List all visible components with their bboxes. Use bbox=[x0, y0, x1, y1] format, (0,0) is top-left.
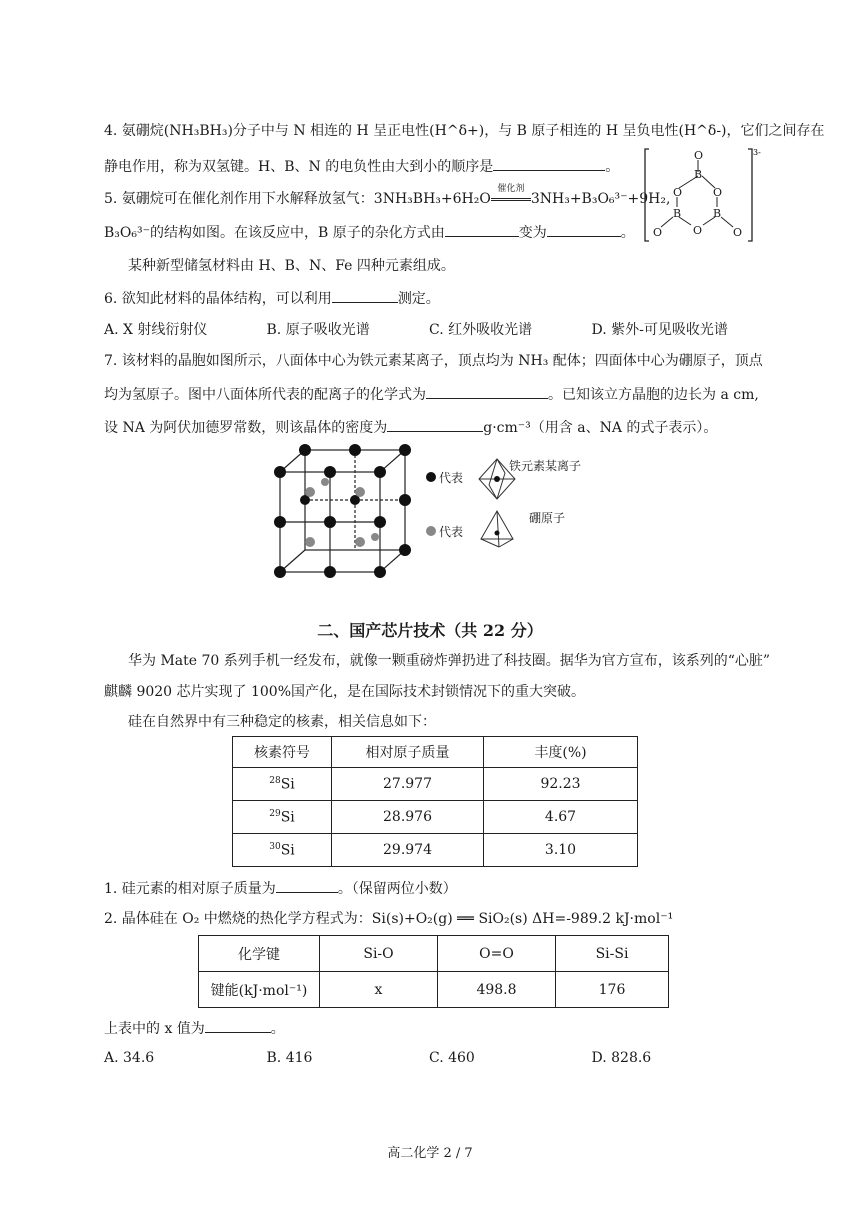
legend-gray-dot-icon bbox=[425, 525, 437, 537]
p1-end: 。（保留两位小数） bbox=[337, 881, 457, 897]
isotope-cell: $^{28}$Si bbox=[233, 768, 332, 801]
p2q-option-c[interactable]: C. 460 bbox=[429, 1050, 475, 1066]
mass-cell: 28.976 bbox=[332, 801, 484, 834]
intro2-line3: 硅在自然界中有三种稳定的核素，相关信息如下： bbox=[128, 714, 436, 730]
bond-energy-table bbox=[198, 935, 669, 1008]
q7-line1: 7. 该材料的晶胞如图所示，八面体中心为铁元素某离子，顶点均为 NH₃ 配体；四面体中心为硼原子，顶点 bbox=[104, 353, 763, 369]
q6-option-b[interactable]: B. 原子吸收光谱 bbox=[266, 322, 370, 338]
legend-black-dot-icon bbox=[425, 471, 437, 483]
q7-line3 bbox=[104, 417, 717, 438]
q6-stem-text: 6. 欲知此材料的晶体结构，可以利用 bbox=[104, 291, 332, 307]
atom-b-left: B bbox=[673, 207, 682, 220]
intro2-line2: 麒麟 9020 芯片实现了 100%国产化，是在国际技术封锁情况下的重大突破。 bbox=[104, 684, 586, 700]
q7-answer-blank-2[interactable] bbox=[387, 417, 483, 432]
atom-o-bottom-left: O bbox=[653, 226, 663, 239]
atom-o-left: O bbox=[673, 186, 683, 199]
q5-reaction-arrow bbox=[491, 184, 531, 209]
q6-stem-end: 测定。 bbox=[397, 291, 440, 307]
mass-cell: 29.974 bbox=[332, 834, 484, 867]
legend-iron-label: 铁元素某离子 bbox=[509, 459, 582, 473]
q7-line2-end: 。已知该立方晶胞的边长为 a cm, bbox=[548, 387, 759, 403]
bond-label-cell: 键能(kJ·mol⁻¹) bbox=[199, 972, 320, 1008]
table-header-row bbox=[233, 737, 638, 768]
material-intro: 某种新型储氢材料由 H、B、N、Fe 四种元素组成。 bbox=[128, 258, 455, 274]
table-row bbox=[233, 768, 638, 801]
legend-text-2: 代表 bbox=[439, 525, 464, 539]
mass-cell: 27.977 bbox=[332, 768, 484, 801]
crystal-cell-diagram bbox=[270, 442, 415, 584]
header-cell: 化学键 bbox=[199, 936, 320, 972]
q5-line2-end: 。 bbox=[620, 225, 635, 241]
q4-line2-text: 静电作用，称为双氢键。H、B、N 的电负性由大到小的顺序是 bbox=[104, 159, 494, 175]
q4-line1: 4. 氨硼烷(NH₃BH₃)分子中与 N 相连的 H 呈正电性(H^δ+)，与 B 原子相连的 H 呈负电性(H^δ-)，它们之间存在 bbox=[104, 123, 825, 139]
header-cell: 核素符号 bbox=[233, 737, 332, 768]
q5-equation-right: 3NH₃+B₃O₆³⁻+9H₂, bbox=[530, 191, 671, 207]
page-footer: 高二化学 2 / 7 bbox=[387, 1146, 473, 1161]
structure-charge: 3- bbox=[753, 148, 761, 157]
q7-answer-blank-1[interactable] bbox=[426, 384, 548, 399]
q6-option-c[interactable]: C. 红外吸收光谱 bbox=[429, 322, 533, 338]
header-cell: Si-O bbox=[320, 936, 438, 972]
abundance-cell: 4.67 bbox=[484, 801, 638, 834]
p2q-end: 。 bbox=[270, 1021, 285, 1037]
isotope-cell: $^{30}$Si bbox=[233, 834, 332, 867]
header-cell: 丰度(%) bbox=[484, 737, 638, 768]
table-row bbox=[199, 972, 669, 1008]
q6-stem bbox=[104, 288, 440, 309]
bond-value-cell: 176 bbox=[556, 972, 669, 1008]
header-cell: 相对原子质量 bbox=[332, 737, 484, 768]
q5-answer-blank-1[interactable] bbox=[445, 222, 519, 237]
p2q-text: 上表中的 x 值为 bbox=[104, 1021, 205, 1037]
table-header-row bbox=[199, 936, 669, 972]
q6-options bbox=[104, 319, 754, 339]
q5-line2 bbox=[104, 222, 635, 243]
q5-line2-text: B₃O₆³⁻的结构如图。在该反应中，B 原子的杂化方式由 bbox=[104, 225, 445, 241]
legend-boron-label: 硼原子 bbox=[529, 511, 566, 525]
atom-b-right: B bbox=[713, 207, 722, 220]
isotope-table bbox=[232, 736, 638, 867]
q7-line3-text: 设 NA 为阿伏加德罗常数，则该晶体的密度为 bbox=[104, 420, 388, 436]
p1-line bbox=[104, 878, 457, 899]
q7-line3-end: g·cm⁻³（用含 a、NA 的式子表示）。 bbox=[483, 420, 718, 436]
p2q-option-b[interactable]: B. 416 bbox=[266, 1050, 313, 1066]
q5-line2-mid: 变为 bbox=[518, 225, 547, 241]
q4-line2 bbox=[104, 156, 619, 177]
table-row bbox=[233, 834, 638, 867]
p2q-option-a[interactable]: A. 34.6 bbox=[104, 1050, 155, 1066]
legend-text-1: 代表 bbox=[439, 471, 464, 485]
bond-value-cell: 498.8 bbox=[438, 972, 556, 1008]
q4-line2-end: 。 bbox=[605, 159, 620, 175]
q6-option-a[interactable]: A. X 射线衍射仪 bbox=[104, 322, 208, 338]
q4-answer-blank[interactable] bbox=[493, 156, 605, 171]
q7-line2-text: 均为氢原子。图中八面体所代表的配离子的化学式为 bbox=[104, 387, 426, 403]
tetrahedron-icon bbox=[477, 509, 517, 549]
atom-o-bottom: O bbox=[693, 224, 703, 237]
q7-line2 bbox=[104, 384, 759, 405]
bond-value-cell: x bbox=[320, 972, 438, 1008]
atom-o-bottom-right: O bbox=[733, 226, 743, 239]
p2-question bbox=[104, 1018, 285, 1039]
q6-option-d[interactable]: D. 紫外-可见吸收光谱 bbox=[591, 322, 728, 338]
b3o6-structure-diagram bbox=[643, 147, 759, 243]
p2q-answer-blank[interactable] bbox=[205, 1018, 271, 1033]
abundance-cell: 92.23 bbox=[484, 768, 638, 801]
q5-catalyst-label: 催化剂 bbox=[497, 184, 525, 194]
abundance-cell: 3.10 bbox=[484, 834, 638, 867]
header-cell: Si-Si bbox=[556, 936, 669, 972]
atom-o-top: O bbox=[694, 149, 704, 162]
atom-b-top: B bbox=[694, 168, 703, 181]
isotope-cell: $^{29}$Si bbox=[233, 801, 332, 834]
table-row bbox=[233, 801, 638, 834]
p2-stem: 2. 晶体硅在 O₂ 中燃烧的热化学方程式为：Si(s)+O₂(g) ══ SiO₂(s) ΔH=-989.2 kJ·mol⁻¹ bbox=[104, 911, 674, 927]
atom-o-right: O bbox=[713, 186, 723, 199]
q5-line1 bbox=[104, 184, 671, 209]
q5-answer-blank-2[interactable] bbox=[547, 222, 621, 237]
q5-equation-left: 5. 氨硼烷可在催化剂作用下水解释放氢气：3NH₃BH₃+6H₂O bbox=[104, 191, 491, 207]
p1-text: 1. 硅元素的相对原子质量为 bbox=[104, 881, 276, 897]
intro2-line1: 华为 Mate 70 系列手机一经发布，就像一颗重磅炸弹扔进了科技圈。据华为官方宣布，该系列的“心脏” bbox=[128, 653, 771, 669]
p2q-option-d[interactable]: D. 828.6 bbox=[591, 1050, 652, 1066]
section-title: 二、国产芯片技术（共 22 分） bbox=[317, 621, 543, 640]
p2q-options bbox=[104, 1050, 754, 1066]
header-cell: O=O bbox=[438, 936, 556, 972]
p1-answer-blank[interactable] bbox=[276, 878, 338, 893]
q6-answer-blank[interactable] bbox=[332, 288, 398, 303]
